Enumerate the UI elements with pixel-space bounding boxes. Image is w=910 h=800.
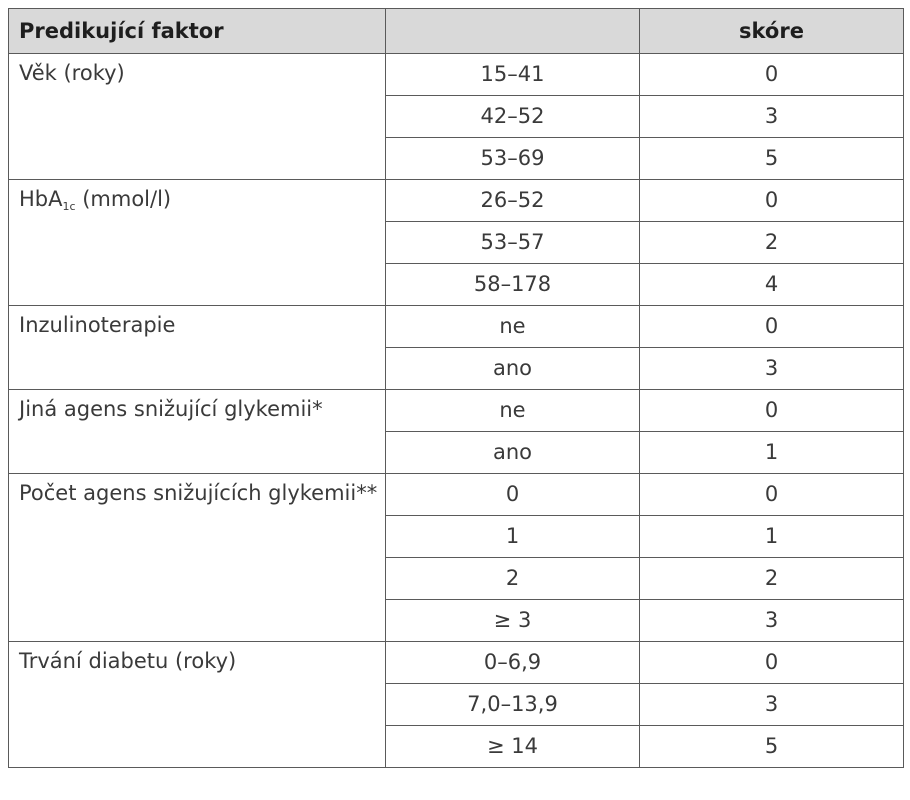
- range-cell: ne: [386, 306, 640, 348]
- factor-hba1c-sub: 1c: [62, 200, 76, 213]
- range-cell: 58–178: [386, 264, 640, 306]
- header-score: skóre: [640, 9, 904, 54]
- header-row: [9, 9, 904, 54]
- factor-hba1c-main: HbA: [19, 187, 63, 211]
- table-container: [8, 8, 903, 768]
- factor-age: Věk (roky): [9, 54, 386, 180]
- range-cell: ≥ 14: [386, 726, 640, 768]
- score-cell: 5: [640, 138, 904, 180]
- score-cell: 1: [640, 516, 904, 558]
- range-cell: 0: [386, 474, 640, 516]
- score-cell: 0: [640, 306, 904, 348]
- table-row: [9, 474, 904, 516]
- factor-agent-count: Počet agens snižujících glykemii**: [9, 474, 386, 642]
- range-cell: 53–69: [386, 138, 640, 180]
- range-cell: 0–6,9: [386, 642, 640, 684]
- table-row: [9, 306, 904, 348]
- range-cell: 42–52: [386, 96, 640, 138]
- score-cell: 0: [640, 642, 904, 684]
- score-cell: 5: [640, 726, 904, 768]
- range-cell: 1: [386, 516, 640, 558]
- factor-hba1c: [9, 180, 386, 306]
- range-cell: 2: [386, 558, 640, 600]
- range-cell: 53–57: [386, 222, 640, 264]
- predictive-score-table: [8, 8, 904, 768]
- factor-hba1c-unit: (mmol/l): [75, 187, 172, 211]
- score-cell: 0: [640, 474, 904, 516]
- header-range: [386, 9, 640, 54]
- table-row: [9, 390, 904, 432]
- range-cell: 26–52: [386, 180, 640, 222]
- score-cell: 2: [640, 222, 904, 264]
- factor-other-agents: Jiná agens snižující glykemii*: [9, 390, 386, 474]
- score-cell: 0: [640, 180, 904, 222]
- table-row: [9, 642, 904, 684]
- score-cell: 4: [640, 264, 904, 306]
- score-cell: 1: [640, 432, 904, 474]
- score-cell: 0: [640, 54, 904, 96]
- score-cell: 3: [640, 684, 904, 726]
- factor-insulin: Inzulinoterapie: [9, 306, 386, 390]
- range-cell: ne: [386, 390, 640, 432]
- factor-diabetes-duration: Trvání diabetu (roky): [9, 642, 386, 768]
- range-cell: ano: [386, 432, 640, 474]
- range-cell: 7,0–13,9: [386, 684, 640, 726]
- score-cell: 2: [640, 558, 904, 600]
- range-cell: ≥ 3: [386, 600, 640, 642]
- header-factor: Predikující faktor: [9, 9, 386, 54]
- score-cell: 3: [640, 600, 904, 642]
- table-row: [9, 180, 904, 222]
- score-cell: 3: [640, 348, 904, 390]
- score-cell: 3: [640, 96, 904, 138]
- range-cell: 15–41: [386, 54, 640, 96]
- score-cell: 0: [640, 390, 904, 432]
- range-cell: ano: [386, 348, 640, 390]
- table-row: [9, 54, 904, 96]
